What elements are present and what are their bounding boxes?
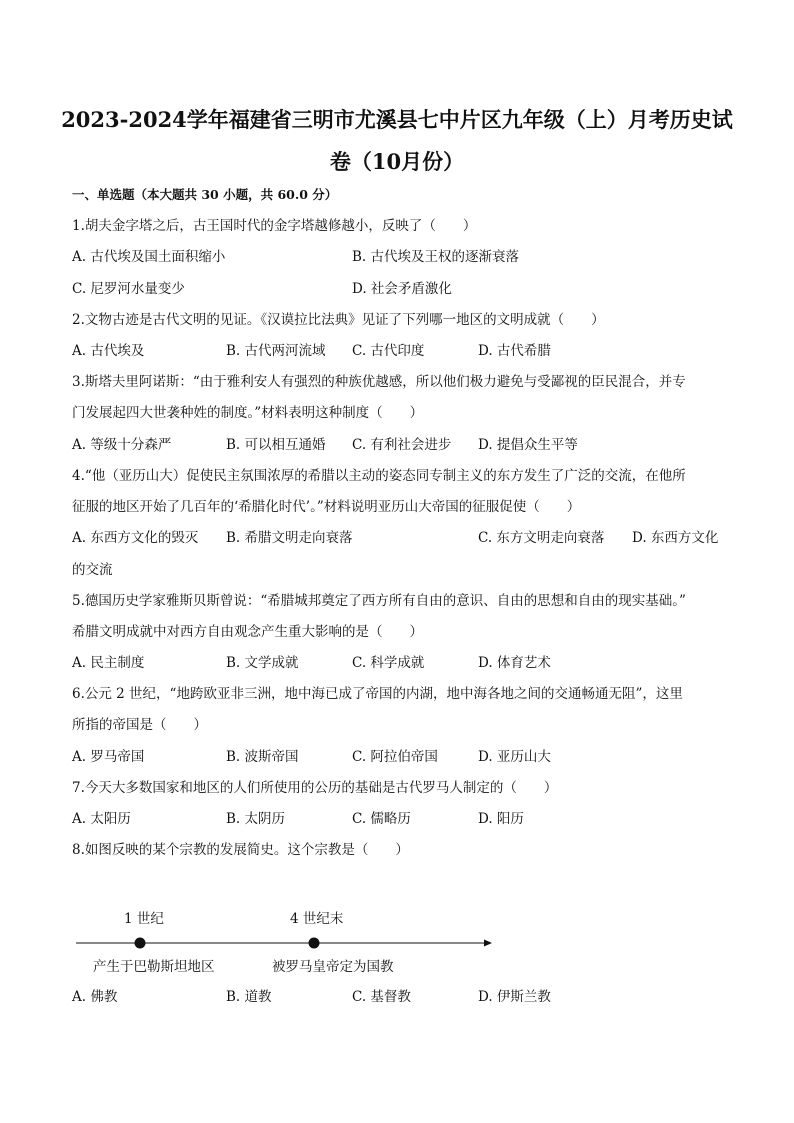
q2-option-a[interactable]: A. 古代埃及 xyxy=(72,343,145,359)
q3-option-b[interactable]: B. 可以相互通婚 xyxy=(226,437,326,453)
q2-option-b[interactable]: B. 古代两河流域 xyxy=(226,343,326,359)
timeline-point-1 xyxy=(135,938,146,949)
q7-option-d[interactable]: D. 阳历 xyxy=(478,811,524,827)
section-heading: 一、单选题（本大题共 30 小题，共 60.0 分） xyxy=(72,187,338,202)
timeline-label-late-4th-century: 4 世纪末 xyxy=(290,911,344,927)
q6-option-a[interactable]: A. 罗马帝国 xyxy=(72,749,145,765)
q5-option-b[interactable]: B. 文学成就 xyxy=(226,655,299,671)
q4-option-c[interactable]: C. 东方文明走向衰落 xyxy=(478,530,605,546)
q6-option-d[interactable]: D. 亚历山大 xyxy=(478,749,551,765)
timeline-arrow-icon xyxy=(484,940,492,947)
q8-option-b[interactable]: B. 道教 xyxy=(226,989,272,1005)
q6-option-b[interactable]: B. 波斯帝国 xyxy=(226,749,299,765)
question-7-stem: 7.今天大多数国家和地区的人们所使用的公历的基础是古代罗马人制定的（ ） xyxy=(72,780,558,796)
q6-option-c[interactable]: C. 阿拉伯帝国 xyxy=(352,749,438,765)
q2-option-c[interactable]: C. 古代印度 xyxy=(352,343,425,359)
question-6-stem-line2: 所指的帝国是（ ） xyxy=(72,717,207,733)
question-4-stem-line2: 征服的地区开始了几百年的‘希腊化时代’。”材料说明亚历山大帝国的征服促使（ ） xyxy=(72,499,581,515)
q4-option-d-continued: 的交流 xyxy=(72,562,113,578)
q1-option-c[interactable]: C. 尼罗河水量变少 xyxy=(72,281,185,297)
q4-option-a[interactable]: A. 东西方文化的毁灭 xyxy=(72,530,199,546)
question-3-stem-line2: 门发展起四大世袭种姓的制度。”材料表明这种制度（ ） xyxy=(72,405,424,421)
timeline-label-1st-century: 1 世纪 xyxy=(124,911,164,927)
q5-option-c[interactable]: C. 科学成就 xyxy=(352,655,425,671)
q1-option-b[interactable]: B. 古代埃及王权的逐渐衰落 xyxy=(352,249,520,265)
q1-option-a[interactable]: A. 古代埃及国土面积缩小 xyxy=(72,249,226,265)
question-3-stem-line1: 3.斯塔夫里阿诺斯：“由于雅利安人有强烈的种族优越感，所以他们极力避免与受鄙视的臣民混合，并专 xyxy=(72,374,686,390)
q3-option-c[interactable]: C. 有利社会进步 xyxy=(352,437,452,453)
q1-option-d[interactable]: D. 社会矛盾激化 xyxy=(352,281,452,297)
q8-option-a[interactable]: A. 佛教 xyxy=(72,989,118,1005)
exam-title-line1: 2023-2024学年福建省三明市尤溪县七中片区九年级（上）月考历史试 xyxy=(61,107,733,132)
q2-option-d[interactable]: D. 古代希腊 xyxy=(478,343,551,359)
exam-title-line2: 卷（10月份） xyxy=(329,149,465,174)
question-4-stem-line1: 4.“他（亚历山大）促使民主氛围浓厚的希腊以主动的姿态同专制主义的东方发生了广泛的交流，在他所 xyxy=(72,468,686,484)
q7-option-b[interactable]: B. 太阴历 xyxy=(226,811,286,827)
question-6-stem-line1: 6.公元 2 世纪，“地跨欧亚非三洲，地中海已成了帝国的内湖，地中海各地之间的交通畅通无阻”，这里 xyxy=(72,686,683,702)
timeline-event-state-religion: 被罗马皇帝定为国教 xyxy=(272,959,394,975)
timeline-point-2 xyxy=(309,938,320,949)
q3-option-a[interactable]: A. 等级十分森严 xyxy=(72,437,172,453)
question-5-stem-line2: 希腊文明成就中对西方自由观念产生重大影响的是（ ） xyxy=(72,624,423,640)
q8-option-c[interactable]: C. 基督教 xyxy=(352,989,411,1005)
q3-option-d[interactable]: D. 提倡众生平等 xyxy=(478,437,578,453)
timeline-event-origin: 产生于巴勒斯坦地区 xyxy=(93,959,215,975)
q4-option-b[interactable]: B. 希腊文明走向衰落 xyxy=(226,530,353,546)
q5-option-d[interactable]: D. 体育艺术 xyxy=(478,655,551,671)
question-2-stem: 2.文物古迹是古代文明的见证。《汉谟拉比法典》见证了下列哪一地区的文明成就（ ） xyxy=(72,312,605,328)
q8-option-d[interactable]: D. 伊斯兰教 xyxy=(478,989,551,1005)
q7-option-a[interactable]: A. 太阳历 xyxy=(72,811,131,827)
question-5-stem-line1: 5.德国历史学家雅斯贝斯曾说：“希腊城邦奠定了西方所有自由的意识、自由的思想和自由的现实基础。” xyxy=(72,593,686,609)
q7-option-c[interactable]: C. 儒略历 xyxy=(352,811,411,827)
question-1-stem: 1.胡夫金字塔之后，古王国时代的金字塔越修越小，反映了（ ） xyxy=(72,218,477,234)
question-8-stem: 8.如图反映的某个宗教的发展简史。这个宗教是（ ） xyxy=(72,842,409,858)
q4-option-d[interactable]: D. 东西方文化 xyxy=(632,530,719,546)
q5-option-a[interactable]: A. 民主制度 xyxy=(72,655,145,671)
